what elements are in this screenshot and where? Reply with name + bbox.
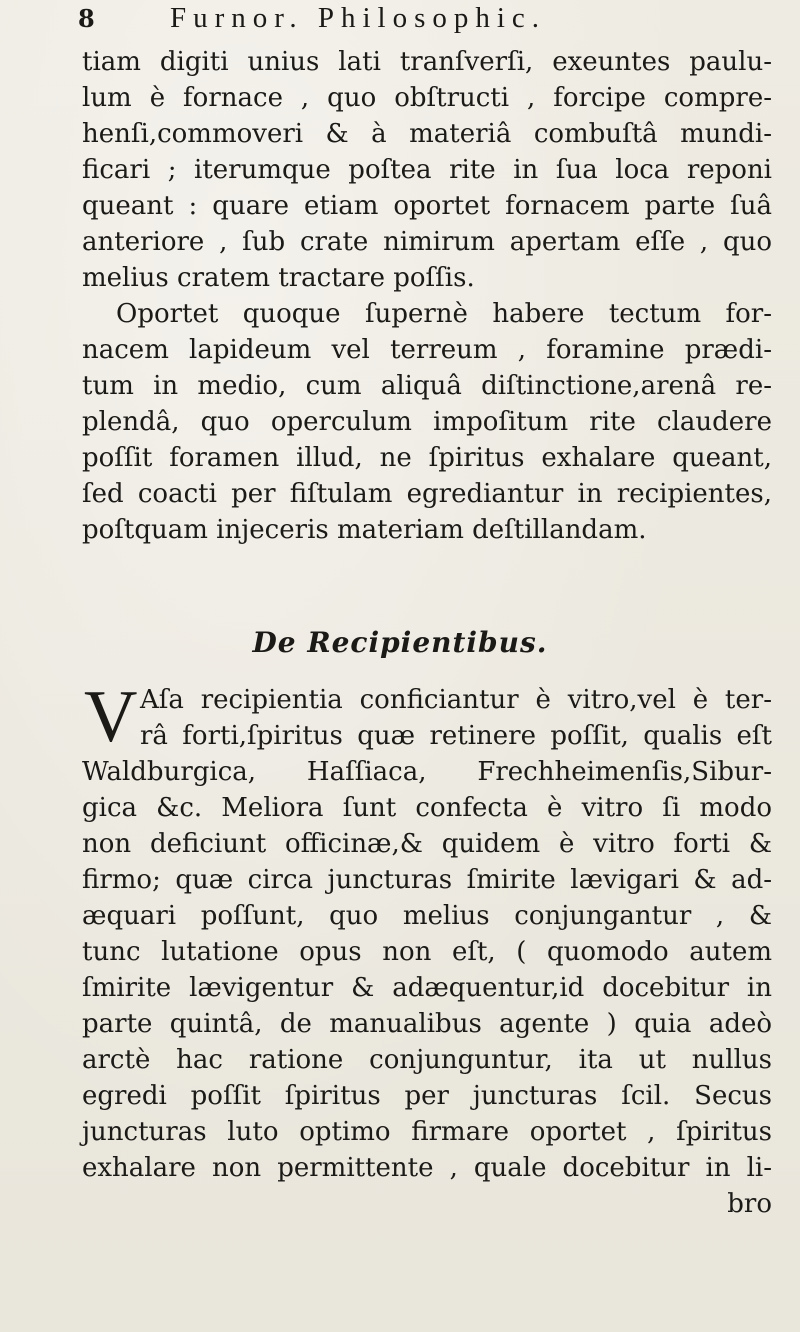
text-line: firmo; quæ circa juncturas ſmirite lævigari & ad- [82, 865, 772, 895]
text-line: ficari ; iterumque poſtea rite in ſua loca reponi [82, 155, 772, 185]
text-line: râ forti,ſpiritus quæ retinere poſſit, qualis eſt [140, 721, 772, 751]
running-head: Furnor. Philosophic. [170, 1, 547, 34]
text-line: anteriore , ſub crate nimirum apertam eſſe , quo [82, 227, 772, 257]
paragraph-vasa-recipientia [82, 676, 772, 1222]
text-line: Waldburgica, Haſſiaca, Frechheimenſis,Sibur- [82, 757, 772, 787]
text-line: queant : quare etiam oportet fornacem parte ſuâ [82, 191, 772, 221]
drop-cap: V [84, 676, 138, 758]
page-header [78, 0, 740, 36]
text-line: juncturas luto optimo firmare oportet , ſpiritus [82, 1117, 772, 1147]
text-line: henſi,commoveri & à materiâ combuſtâ mundi- [82, 119, 772, 149]
text-line: Aſa recipientia conficiantur è vitro,vel è ter- [140, 685, 772, 715]
text-line: Oportet quoque ſupernè habere tectum for- [116, 299, 772, 329]
text-line: lum è fornace , quo obſtructi , forcipe compre- [82, 83, 772, 113]
section-heading: De Recipientibus. [252, 626, 548, 659]
text-line: tiam digiti unius lati tranſverſi, exeuntes paulu- [82, 47, 772, 77]
paragraph-fornax-continuation [82, 44, 772, 296]
text-line: æquari poſſunt, quo melius conjungantur , & [82, 901, 772, 931]
text-line: parte quintâ, de manualibus agente ) quia adeò [82, 1009, 772, 1039]
text-line: ſed coacti per fiſtulam egrediantur in recipientes, [82, 479, 772, 509]
text-line: melius cratem tractare poſſis. [82, 263, 475, 293]
text-line: poſſit foramen illud, ne ſpiritus exhalare queant, [82, 443, 772, 473]
text-line: egredi poſſit ſpiritus per juncturas ſcil. Secus [82, 1081, 772, 1111]
text-line: nacem lapideum vel terreum , foramine prædi- [82, 335, 772, 365]
text-line: poſtquam injeceris materiam deſtillandam. [82, 515, 647, 545]
text-line: exhalare non permittente , quale docebitur in li- [82, 1153, 772, 1183]
text-line: arctè hac ratione conjunguntur, ita ut nullus [82, 1045, 772, 1075]
text-line: plendâ, quo operculum impoſitum rite claudere [82, 407, 772, 437]
text-line-catchword: bro [727, 1189, 772, 1219]
text-line: gica &c. Meliora ſunt confecta è vitro ſi modo [82, 793, 772, 823]
text-line: non deficiunt officinæ,& quidem è vitro forti & [82, 829, 772, 859]
text-line: tunc lutatione opus non eſt, ( quomodo autem [82, 937, 772, 967]
text-line: ſmirite lævigentur & adæquentur,id docebitur in [82, 973, 772, 1003]
text-line: tum in medio, cum aliquâ diſtinctione,arenâ re- [82, 371, 772, 401]
paragraph-oportet [82, 296, 772, 548]
page-number: 8 [78, 3, 95, 33]
